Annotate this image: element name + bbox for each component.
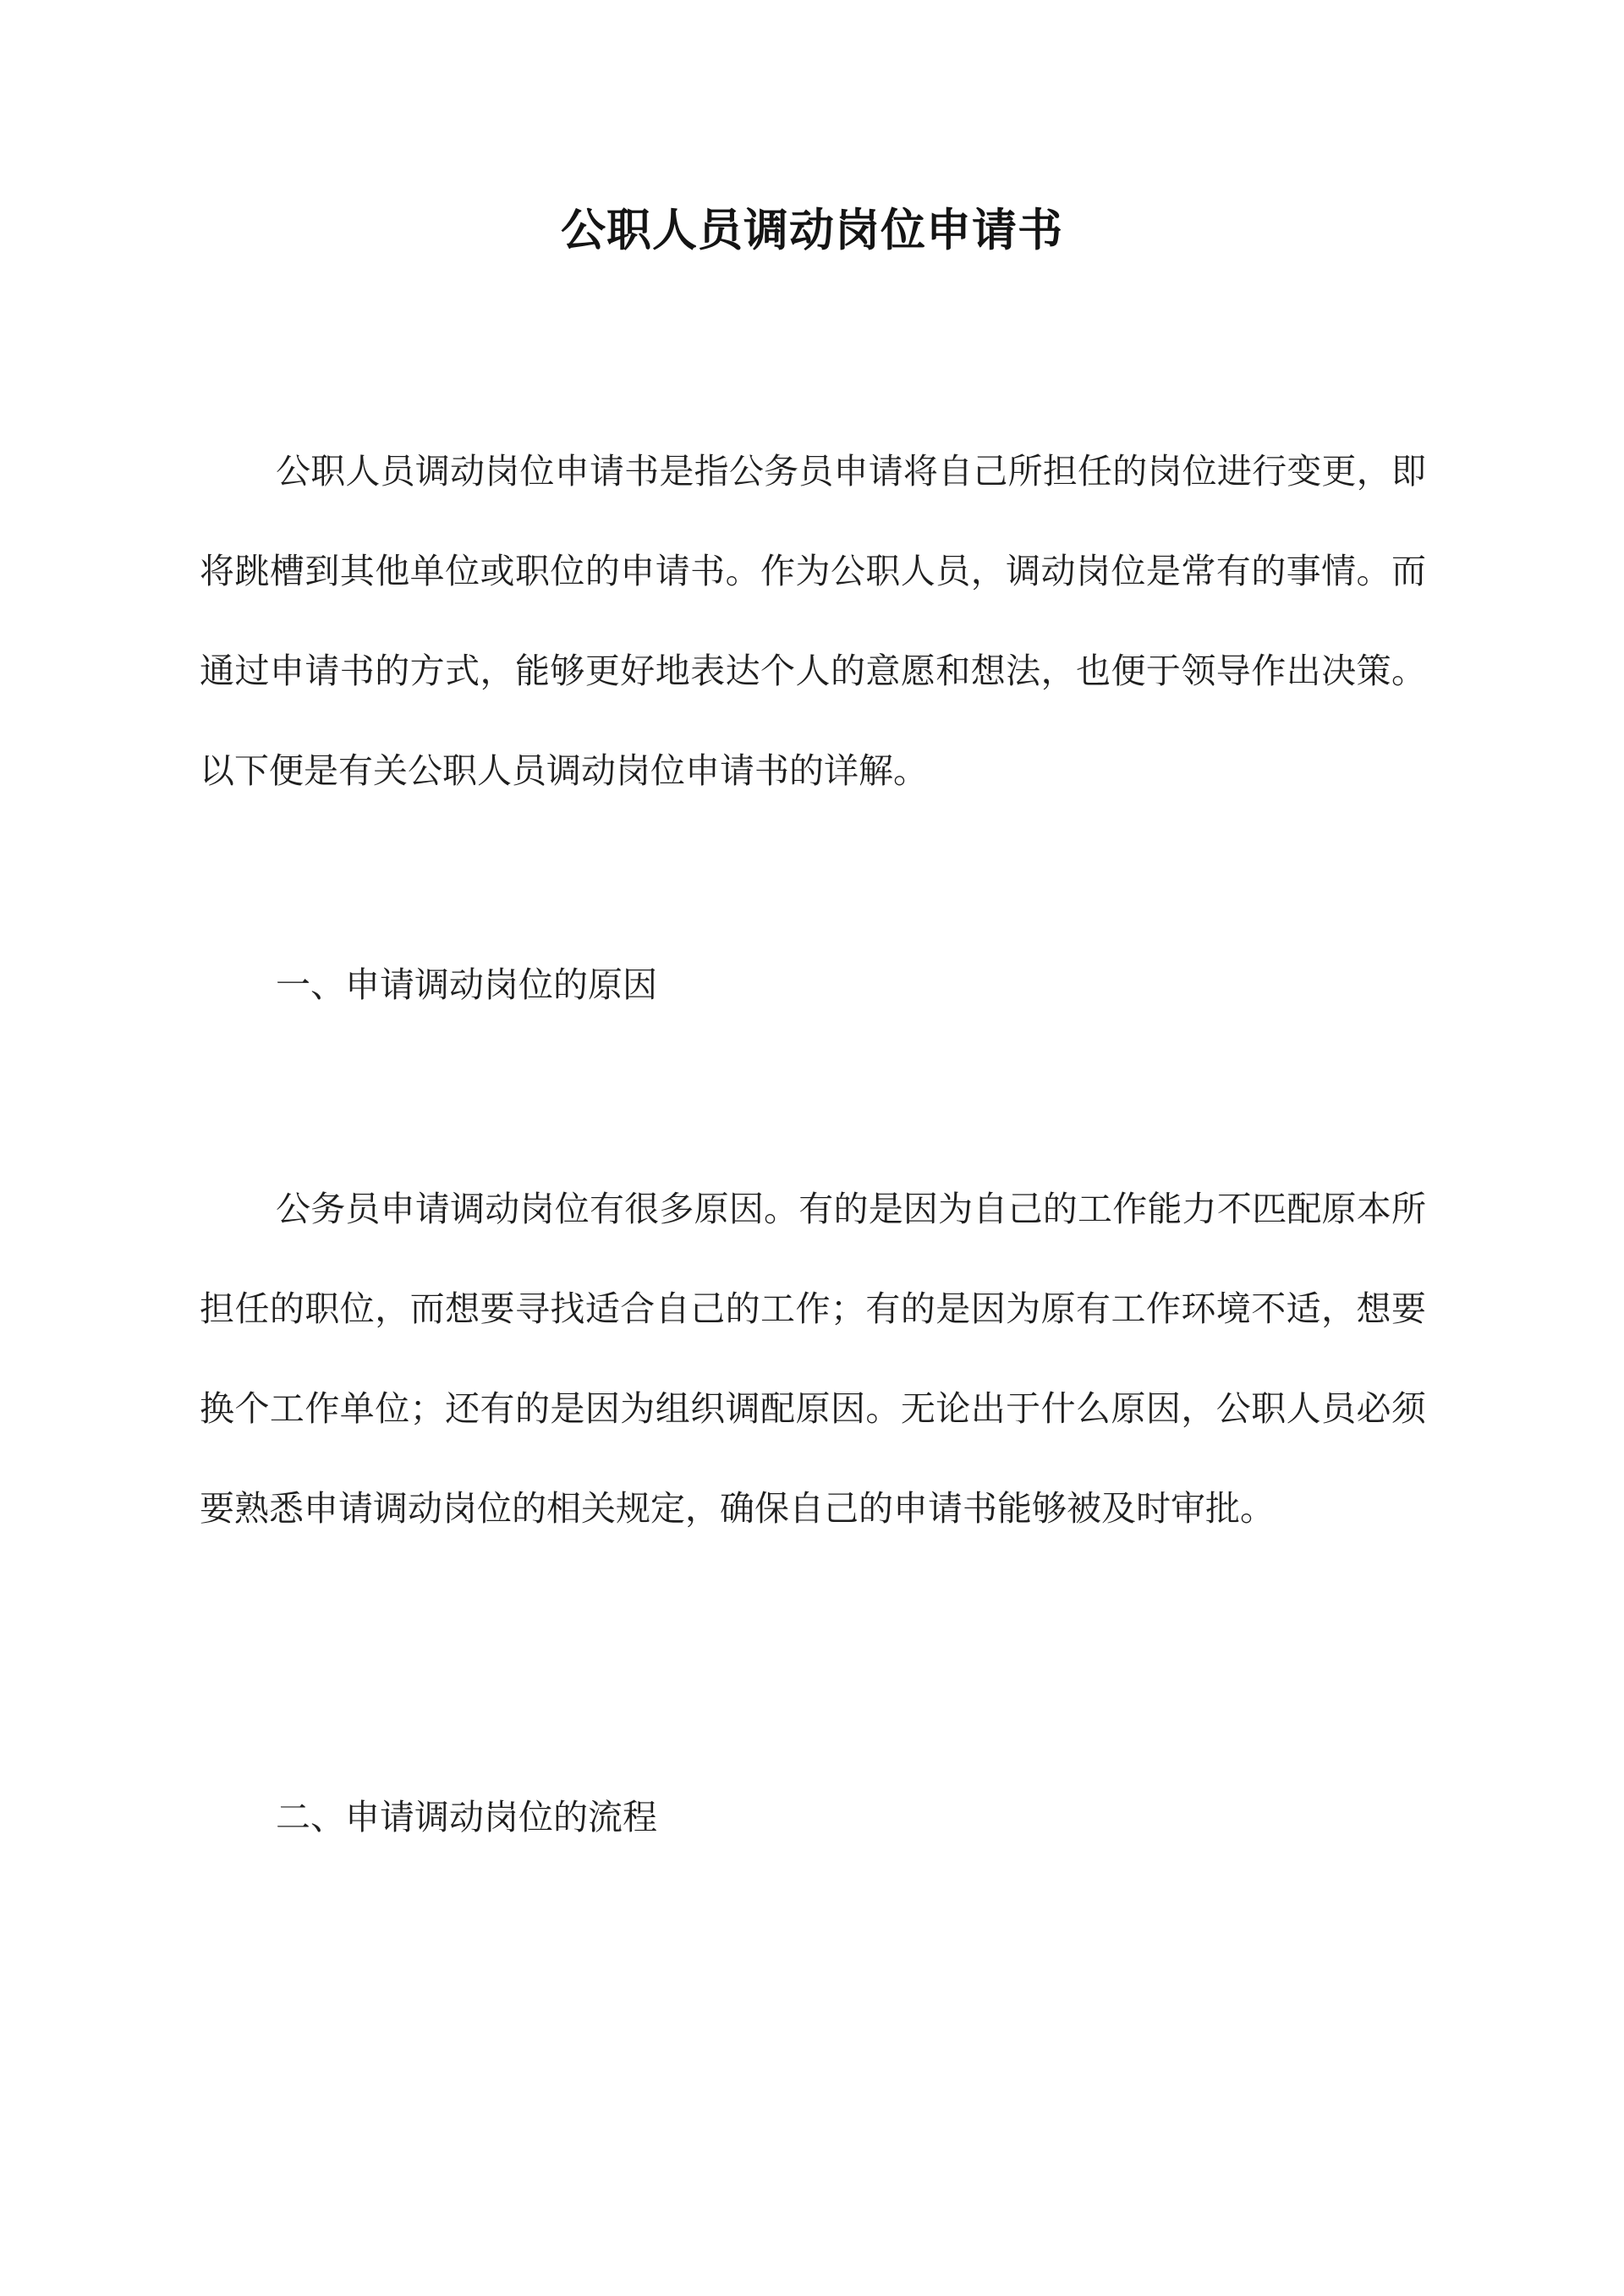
document-title: 公职人员调动岗位申请书	[561, 204, 1063, 256]
section-heading-reasons: 一、申请调动岗位的原因	[276, 964, 657, 1005]
section-paragraph-reasons: 公务员申请调动岗位有很多原因。有的是因为自己的工作能力不匹配原本所担任的职位，而想要寻找适合自己的工作；有的是因为原有工作环境不适，想要换个工作单位；还有的是因为组织调配原因。无论出于什么原因，公职人员必须要熟悉申请调动岗位的相关规定，确保自己的申请书能够被及时审批。	[200, 1189, 1426, 1529]
intro-paragraph: 公职人员调动岗位申请书是指公务员申请将自己所担任的岗位进行变更，即将跳槽到其他单位或职位的申请书。作为公职人员，调动岗位是常有的事情。而通过申请书的方式，能够更好地表达个人的意愿和想法，也便于领导作出决策。以下便是有关公职人员调动岗位申请书的详解。	[200, 451, 1426, 791]
section-heading-process: 二、申请调动岗位的流程	[276, 1797, 657, 1837]
